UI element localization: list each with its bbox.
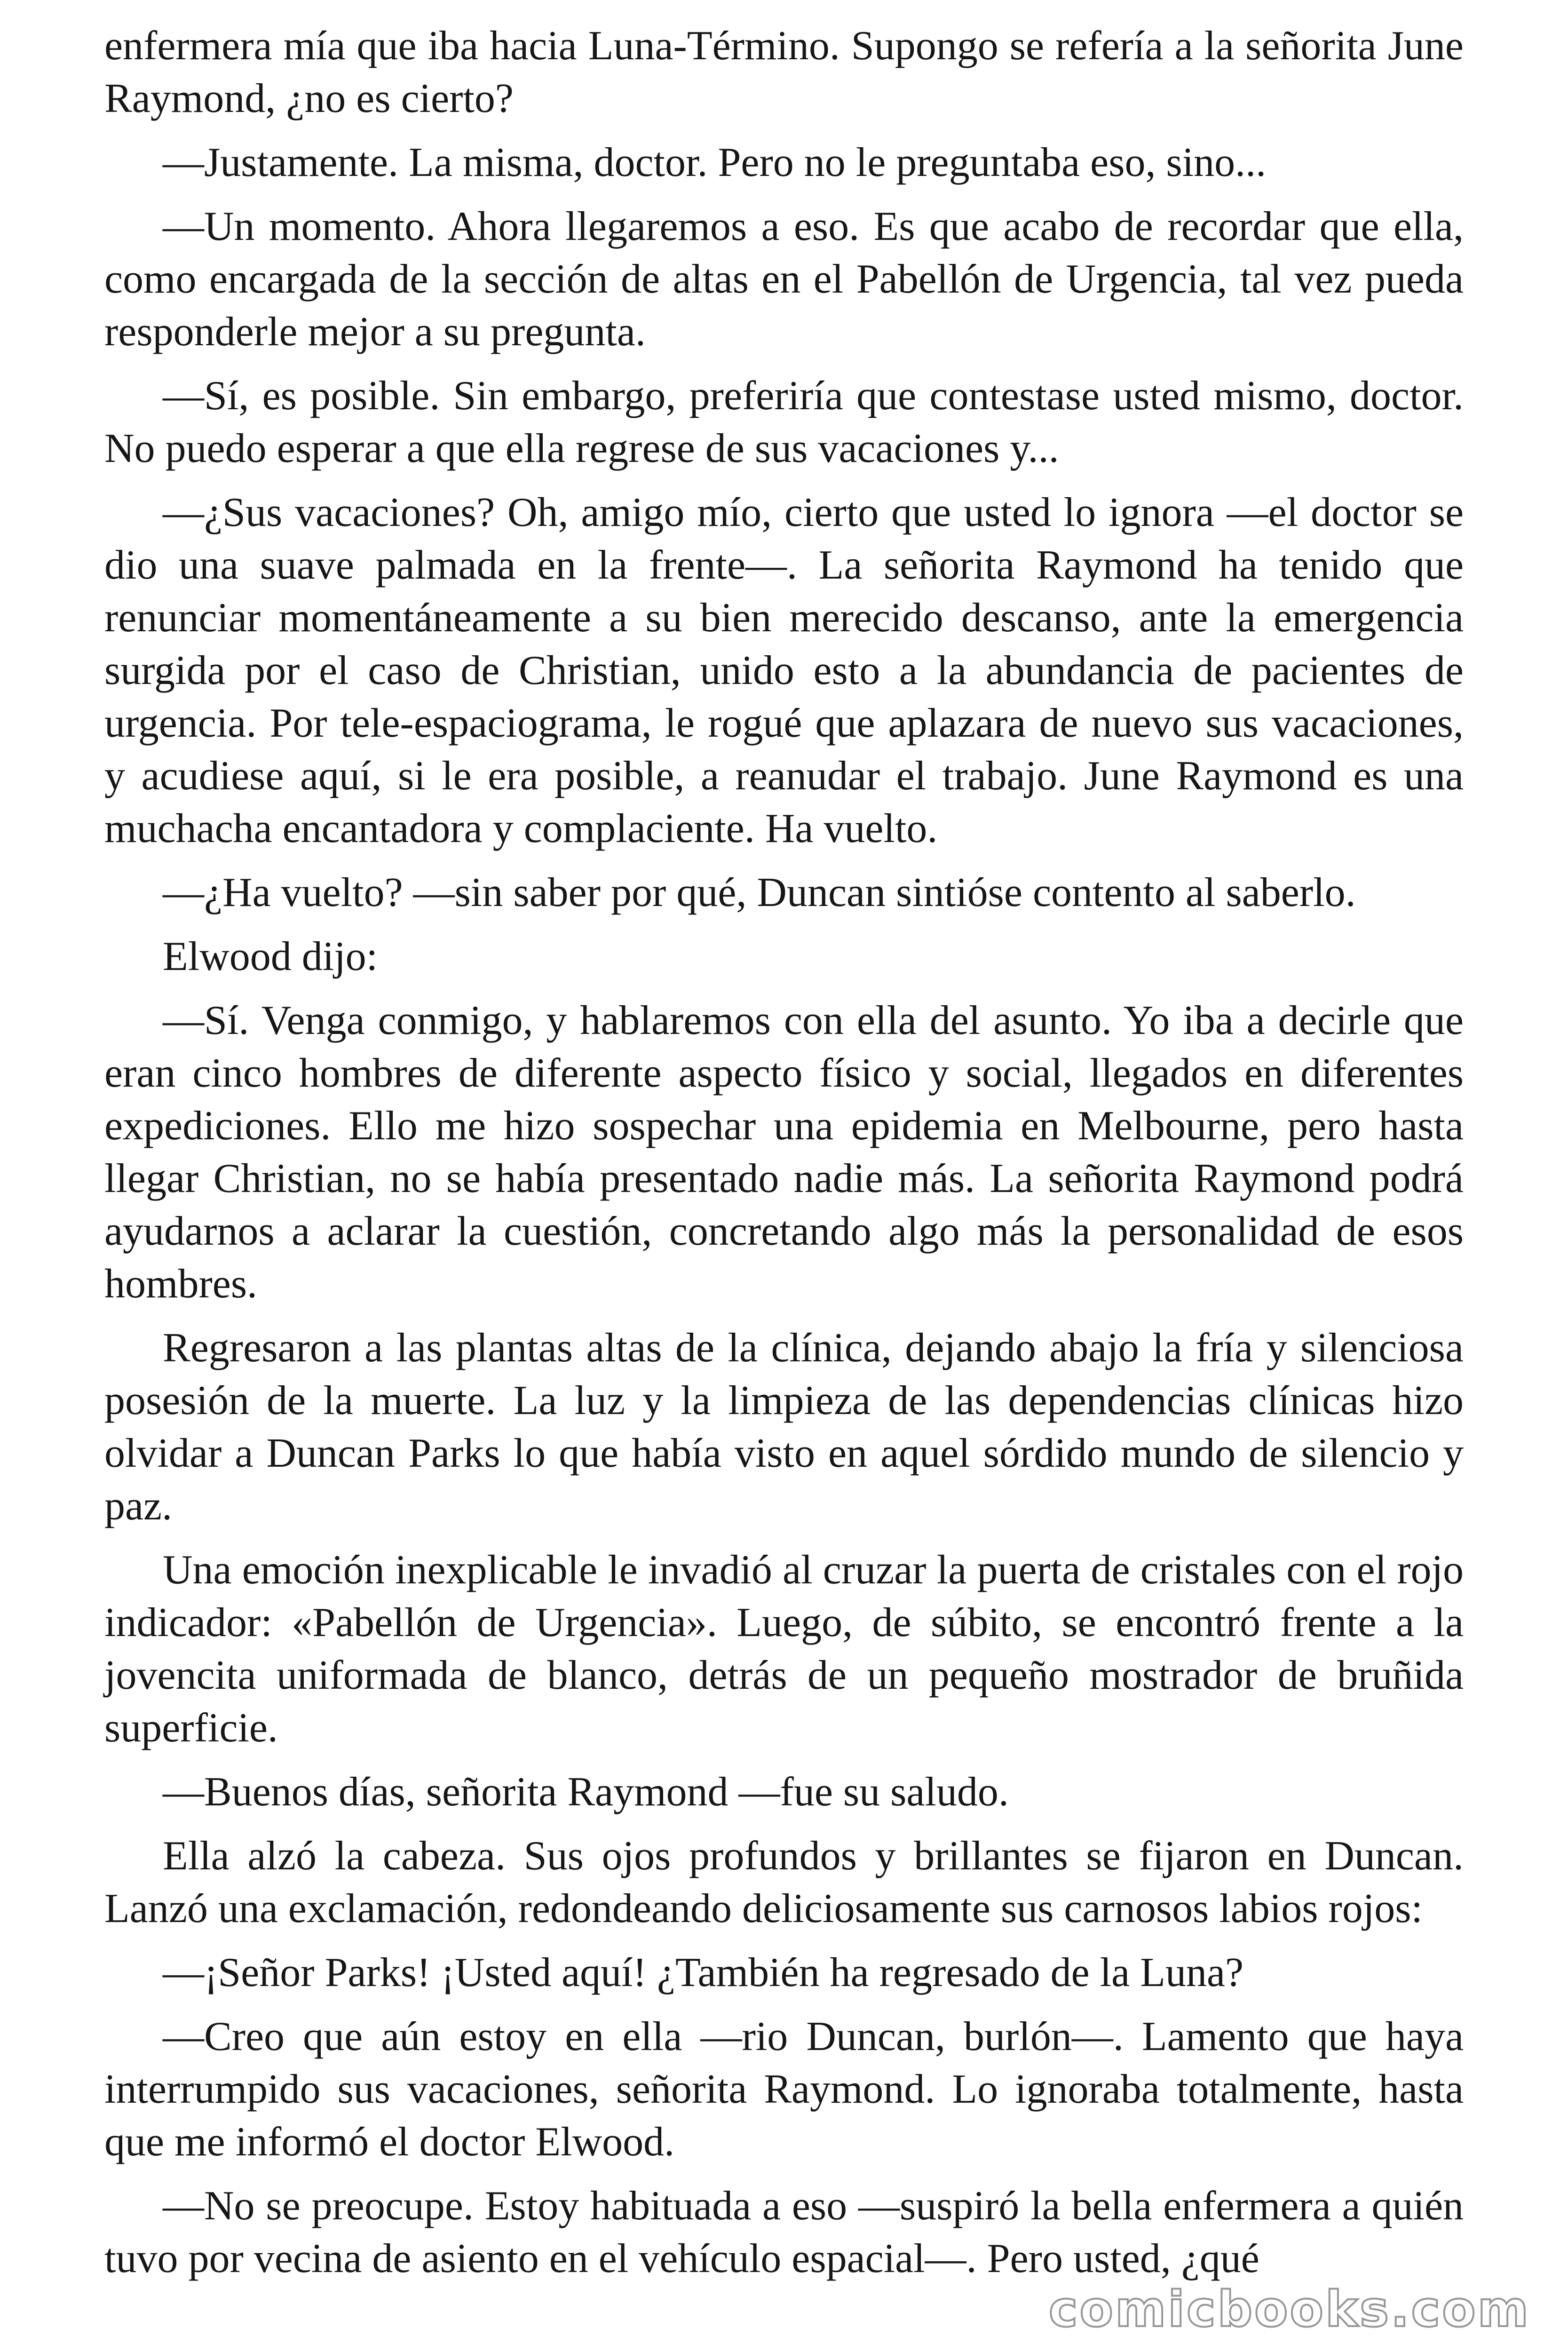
book-page-text xyxy=(104,20,1464,2296)
paragraph-13: —¡Señor Parks! ¡Usted aquí! ¿También ha regresado de la Luna? xyxy=(163,1950,1244,1995)
paragraph-7: Elwood dijo: xyxy=(163,934,378,979)
paragraph-9: Regresaron a las plantas altas de la clínica, dejando abajo la fría y silenciosa posesión de la muerte. La luz y la limpieza de las dependencias clínicas hizo olvidar a Duncan Parks lo que había visto en aquel sórdido mundo de silencio y paz. xyxy=(104,1325,1464,1529)
paragraph-4: —Sí, es posible. Sin embargo, preferiría que contestase usted mismo, doctor. No puedo esperar a que ella regrese de sus vacaciones y... xyxy=(104,373,1464,471)
paragraph-6: —¿Ha vuelto? —sin saber por qué, Duncan sintióse contento al saberlo. xyxy=(163,870,1356,915)
paragraph-1: enfermera mía que iba hacia Luna-Término. Supongo se refería a la señorita June Raymond, ¿no es cierto? xyxy=(104,23,1464,121)
paragraph-11: —Buenos días, señorita Raymond —fue su saludo. xyxy=(163,1769,1009,1815)
paragraph-2: —Justamente. La misma, doctor. Pero no le preguntaba eso, sino... xyxy=(163,140,1267,185)
paragraph-15: —No se preocupe. Estoy habituada a eso —suspiró la bella enfermera a quién tuvo por vecina de asiento en el vehículo espacial—. Pero usted, ¿qué xyxy=(104,2183,1464,2281)
paragraph-10: Una emoción inexplicable le invadió al cruzar la puerta de cristales con el rojo indicador: «Pabellón de Urgencia». Luego, de súbito, se encontró frente a la jovencita uniformada de blanco, detrás de un pequeño mostrador de bruñida superficie. xyxy=(104,1547,1464,1751)
site-watermark: comicbooks.com xyxy=(1048,2280,1530,2338)
paragraph-3: —Un momento. Ahora llegaremos a eso. Es que acabo de recordar que ella, como encargada de la sección de altas en el Pabellón de Urgencia, tal vez pueda responderle mejor a su pregunta. xyxy=(104,204,1464,355)
paragraph-12: Ella alzó la cabeza. Sus ojos profundos y brillantes se fijaron en Duncan. Lanzó una exclamación, redondeando deliciosamente sus carnosos labios rojos: xyxy=(104,1833,1464,1931)
paragraph-8: —Sí. Venga conmigo, y hablaremos con ella del asunto. Yo iba a decirle que eran cinco hombres de diferente aspecto físico y social, llegados en diferentes expediciones. Ello me hizo sospechar una epidemia en Melbourne, pero hasta llegar Christian, no se había presentado nadie más. La señorita Raymond podrá ayudarnos a aclarar la cuestión, concretando algo más la personalidad de esos hombres. xyxy=(104,998,1464,1307)
paragraph-5: —¿Sus vacaciones? Oh, amigo mío, cierto que usted lo ignora —el doctor se dio una suave palmada en la frente—. La señorita Raymond ha tenido que renunciar momentáneamente a su bien merecido descanso, ante la emergencia surgida por el caso de Christian, unido esto a la abundancia de pacientes de urgencia. Por tele-espaciograma, le rogué que aplazara de nuevo sus vacaciones, y acudiese aquí, si le era posible, a reanudar el trabajo. June Raymond es una muchacha encantadora y complaciente. Ha vuelto. xyxy=(104,490,1464,851)
paragraph-14: —Creo que aún estoy en ella —rio Duncan, burlón—. Lamento que haya interrumpido sus vacaciones, señorita Raymond. Lo ignoraba totalmente, hasta que me informó el doctor Elwood. xyxy=(104,2014,1464,2165)
